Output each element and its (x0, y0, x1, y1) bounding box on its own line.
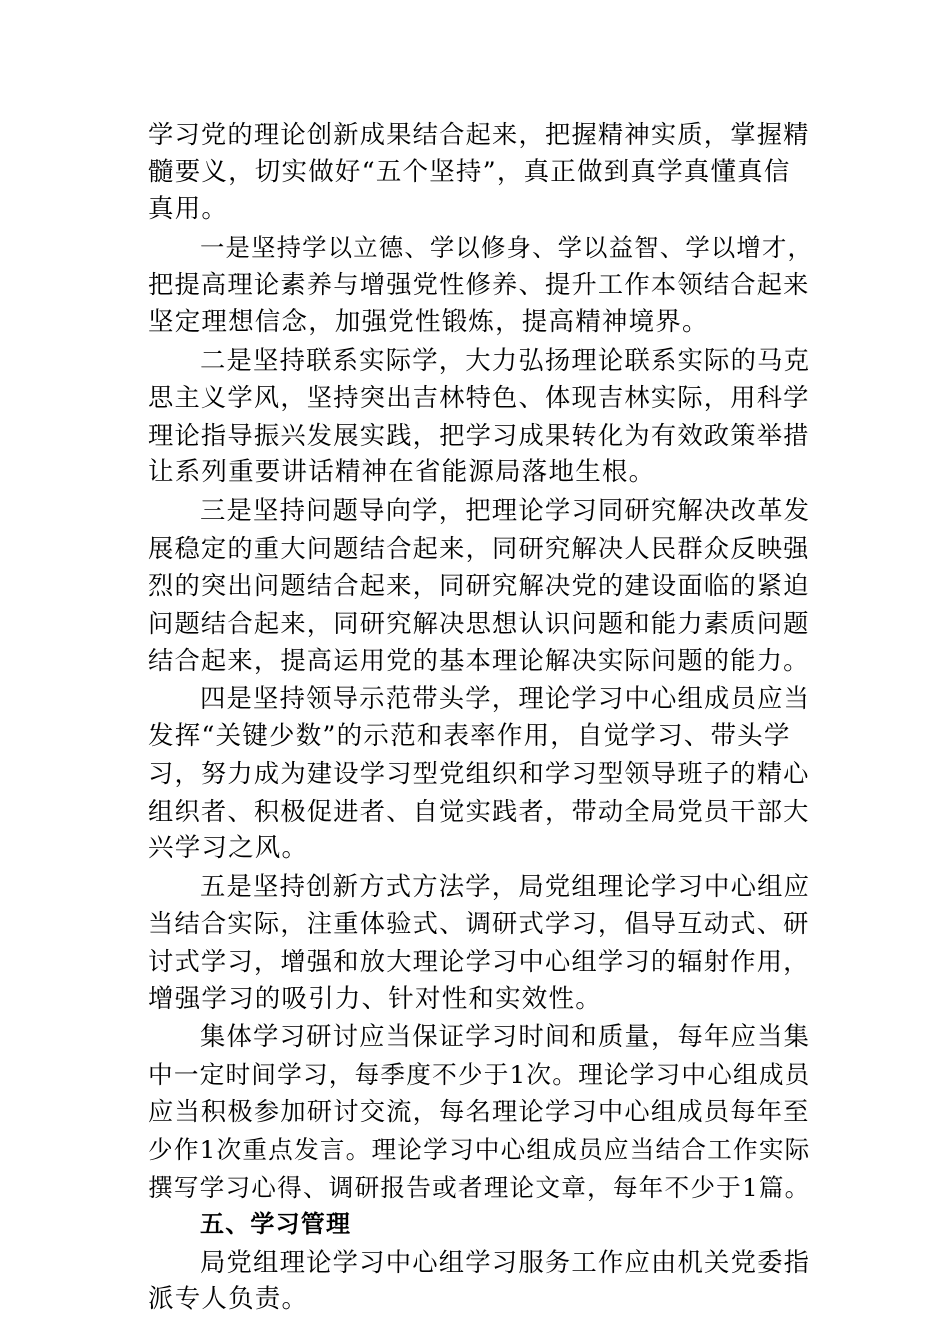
text-line: 应当积极参加研讨交流，每名理论学习中心组成员每年至 (148, 1097, 810, 1127)
text-line: 集体学习研讨应当保证学习时间和质量，每年应当集 (200, 1021, 811, 1052)
text-line: 真用。 (148, 194, 229, 225)
text-line: 组织者、积极促进者、自觉实践者，带动全局党员干部大 (148, 796, 810, 826)
text-line: 讨式学习，增强和放大理论学习中心组学习的辐射作用， (148, 947, 810, 977)
text-line: 二是坚持联系实际学，大力弘扬理论联系实际的马克 (200, 344, 811, 375)
text-line: 中一定时间学习，每季度不少于1次。理论学习中心组成员 (148, 1059, 811, 1089)
text-line: 展稳定的重大问题结合起来，同研究解决人民群众反映强 (148, 533, 810, 563)
text-line: 把提高理论素养与增强党性修养、提升工作本领结合起来 (148, 270, 810, 300)
text-line: 四是坚持领导示范带头学，理论学习中心组成员应当 (200, 682, 811, 713)
text-line: 增强学习的吸引力、针对性和实效性。 (148, 983, 602, 1014)
document-body (148, 116, 814, 1319)
text-line: 理论指导振兴发展实践，把学习成果转化为有效政策举措 (148, 420, 810, 450)
text-line: 五是坚持创新方式方法学，局党组理论学习中心组应 (200, 870, 811, 901)
text-line: 发挥“关键少数”的示范和表率作用，自觉学习、带头学 (148, 720, 791, 751)
text-line: 思主义学风，坚持突出吉林特色、体现吉林实际，用科学 (148, 383, 810, 413)
text-line: 撰写学习心得、调研报告或者理论文章，每年不少于1篇。 (148, 1172, 811, 1202)
text-line: 习，努力成为建设学习型党组织和学习型领导班子的精心 (148, 759, 810, 789)
text-line: 一是坚持学以立德、学以修身、学以益智、学以增才， (200, 232, 814, 262)
text-line: 髓要义，切实做好“五个坚持”，真正做到真学真懂真信 (148, 156, 791, 187)
text-line: 局党组理论学习中心组学习服务工作应由机关党委指 (200, 1246, 811, 1277)
text-line: 问题结合起来，同研究解决思想认识问题和能力素质问题 (148, 608, 810, 638)
text-line: 三是坚持问题导向学，把理论学习同研究解决改革发 (200, 494, 811, 525)
section-heading: 五、学习管理 (200, 1210, 352, 1239)
text-line: 派专人负责。 (148, 1284, 309, 1315)
text-line: 学习党的理论创新成果结合起来，把握精神实质，掌握精 (148, 120, 810, 149)
text-line: 坚定理想信念，加强党性锻炼，提高精神境界。 (148, 306, 709, 337)
text-line: 烈的突出问题结合起来，同研究解决党的建设面临的紧迫 (148, 571, 810, 601)
text-line: 兴学习之风。 (148, 833, 309, 864)
text-line: 让系列重要讲话精神在省能源局落地生根。 (148, 457, 656, 488)
text-line: 少作1次重点发言。理论学习中心组成员应当结合工作实际 (148, 1135, 811, 1165)
text-line: 当结合实际，注重体验式、调研式学习，倡导互动式、研 (148, 909, 810, 939)
text-line: 结合起来，提高运用党的基本理论解决实际问题的能力。 (148, 646, 810, 676)
